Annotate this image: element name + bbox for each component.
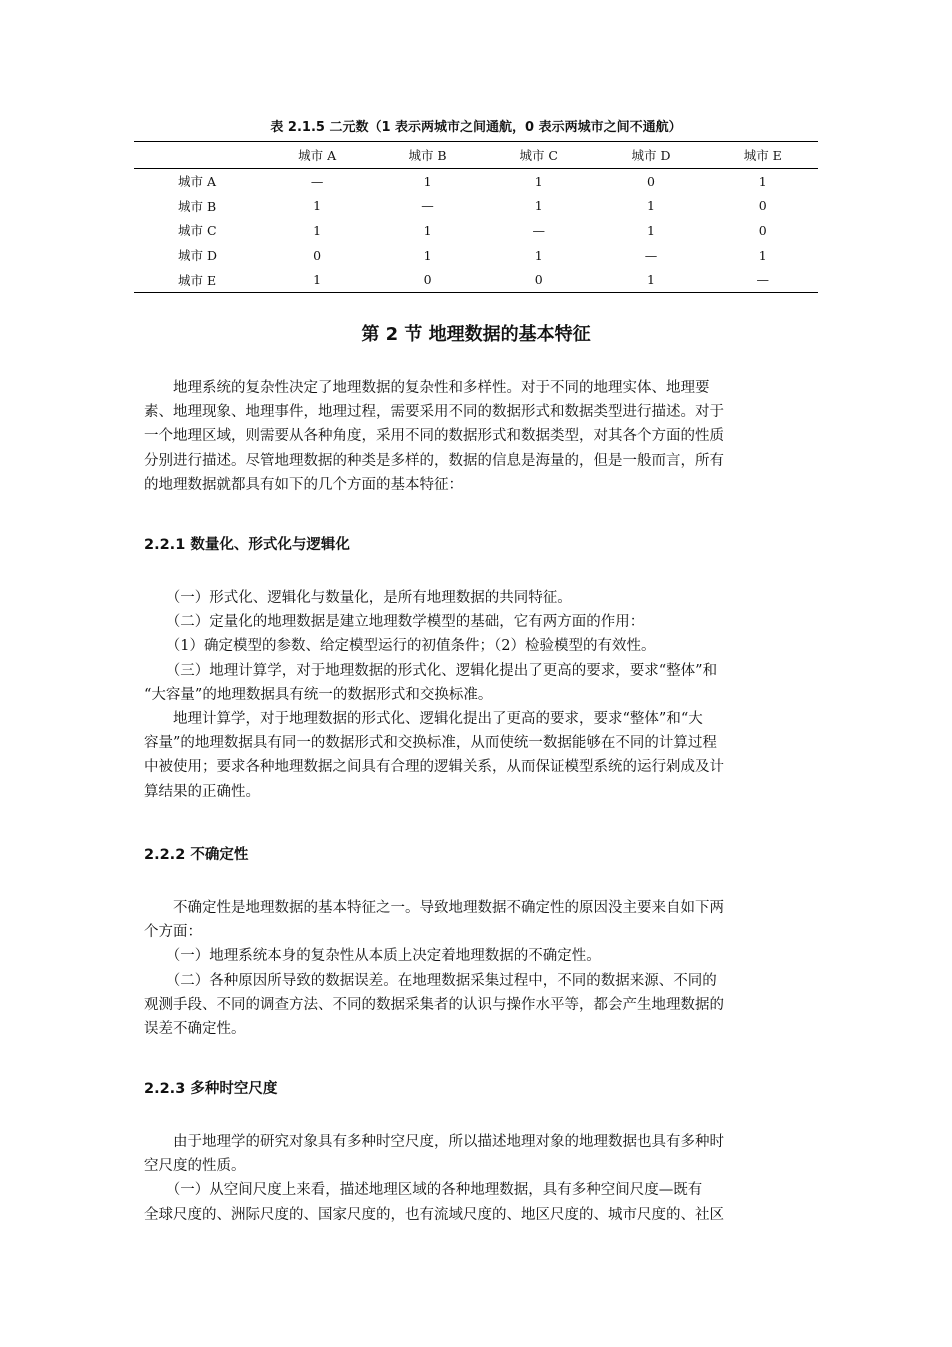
table-cell: 1 <box>534 247 543 263</box>
table-cell: — <box>708 267 819 292</box>
text-line: 地理计算学，对于地理数据的形式化、逻辑化提出了更高的要求，要求“整体”和“大 <box>144 711 703 728</box>
table-cell: 0 <box>313 247 322 263</box>
header-cell: 城市 A <box>262 142 372 169</box>
text-line: 由于地理学的研究对象具有多种时空尺度，所以描述地理对象的地理数据也具有多种时 <box>144 1134 724 1150</box>
text-line: 容量”的地理数据具有同一的数据形式和交换标准，从而使统一数据能够在不同的计算过程 <box>144 735 717 752</box>
table-cell: 1 <box>313 222 322 238</box>
intro-paragraph <box>144 376 810 497</box>
table-row <box>134 169 818 194</box>
subsection-body <box>144 896 810 1041</box>
table-cell: — <box>310 173 324 189</box>
subsection-heading: 2.2.1 数量化、形式化与逻辑化 <box>144 537 350 553</box>
section-title: 第 2 节 地理数据的基本特征 <box>361 324 591 345</box>
table-header-row <box>134 142 818 169</box>
table-cell: 1 <box>647 222 655 238</box>
text-line: 一个地理区域，则需要从各种角度，采用不同的数据形式和数据类型，对其各个方面的性质 <box>144 428 724 445</box>
text-line: 空尺度的性质。 <box>144 1158 246 1175</box>
table-cell: 1 <box>423 173 432 189</box>
table-caption: 表 2.1.5 二元数（1 表示两城市之间通航，0 表示两城市之间不通航） <box>270 120 682 135</box>
header-cell <box>134 142 262 169</box>
text-line: （二）各种原因所导致的数据误差。在地理数据采集过程中，不同的数据来源、不同的 <box>144 972 717 989</box>
text-line: 不确定性是地理数据的基本特征之一。导致地理数据不确定性的原因没主要来自如下两 <box>144 900 724 916</box>
text-line: 全球尺度的、洲际尺度的、国家尺度的，也有流域尺度的、地区尺度的、城市尺度的、社区 <box>144 1206 724 1223</box>
subsection-body <box>144 586 810 804</box>
table-row <box>134 218 818 243</box>
subsection-body <box>144 1130 810 1227</box>
row-label: 城市 C <box>178 223 217 239</box>
table-cell: 1 <box>534 173 543 189</box>
table-cell: 1 <box>758 173 767 189</box>
text-line: （二）定量化的地理数据是建立地理数学模型的基础，它有两方面的作用： <box>144 614 645 631</box>
text-line: （一）从空间尺度上来看，描述地理区域的各种地理数据，具有多种空间尺度—既有 <box>144 1182 703 1199</box>
text-line: （三）地理计算学，对于地理数据的形式化、逻辑化提出了更高的要求，要求“整体”和 <box>144 662 718 679</box>
text-line: 观测手段、不同的调查方法、不同的数据采集者的认识与操作水平等，都会产生地理数据的 <box>144 996 724 1013</box>
table-cell: 1 <box>647 198 655 214</box>
table-cell: 1 <box>423 247 432 263</box>
table-cell: 1 <box>758 247 767 263</box>
table-cell: 1 <box>423 222 432 238</box>
row-label: 城市 A <box>178 174 217 190</box>
table-cell: 0 <box>647 173 655 189</box>
subsection-heading: 2.2.3 多种时空尺度 <box>144 1081 278 1097</box>
table-row <box>134 194 818 219</box>
table-cell: 1 <box>595 267 708 292</box>
header-cell: 城市 B <box>372 142 483 169</box>
text-line: 素、地理现象、地理事件，地理过程，需要采用不同的数据形式和数据类型进行描述。对于 <box>144 404 724 421</box>
text-line: （一）地理系统本身的复杂性从本质上决定着地理数据的不确定性。 <box>144 948 601 965</box>
header-cell: 城市 D <box>595 142 708 169</box>
header-cell: 城市 C <box>483 142 595 169</box>
table-cell: — <box>644 247 658 263</box>
text-line: “大容量”的地理数据具有统一的数据形式和交换标准。 <box>144 686 493 703</box>
table-cell: 0 <box>483 267 595 292</box>
table-cell: — <box>532 222 545 238</box>
table-cell: 0 <box>758 222 767 238</box>
text-line: 算结果的正确性。 <box>144 783 260 800</box>
text-line: （一）形式化、逻辑化与数量化，是所有地理数据的共同特征。 <box>144 590 572 606</box>
table-row <box>134 267 818 292</box>
table-cell: 1 <box>313 198 322 214</box>
table-cell: 0 <box>372 267 483 292</box>
text-line: （1）确定模型的参数、给定模型运行的初值条件；（2）检验模型的有效性。 <box>144 638 656 655</box>
text-line: 中被使用；要求各种地理数据之间具有合理的逻辑关系，从而保证模型系统的运行剁成及计 <box>144 759 724 776</box>
row-label: 城市 B <box>178 198 217 214</box>
text-line: 的地理数据就都具有如下的几个方面的基本特征： <box>144 476 463 493</box>
text-line: 误差不确定性。 <box>144 1021 246 1038</box>
table-cell: — <box>421 198 434 214</box>
row-label: 城市 E <box>134 267 262 292</box>
table-cell: 1 <box>534 198 543 214</box>
table-cell: 1 <box>262 267 372 292</box>
text-line: 个方面： <box>144 924 202 941</box>
text-line: 分别进行描述。尽管地理数据的种类是多样的，数据的信息是海量的，但是一般而言，所有 <box>144 452 724 469</box>
text-line: 地理系统的复杂性决定了地理数据的复杂性和多样性。对于不同的地理实体、地理要 <box>144 380 710 396</box>
header-cell: 城市 E <box>708 142 819 169</box>
row-label: 城市 D <box>178 248 217 264</box>
connectivity-table <box>134 141 818 293</box>
subsection-heading: 2.2.2 不确定性 <box>144 847 249 863</box>
table-row <box>134 243 818 268</box>
table-cell: 0 <box>758 198 767 214</box>
